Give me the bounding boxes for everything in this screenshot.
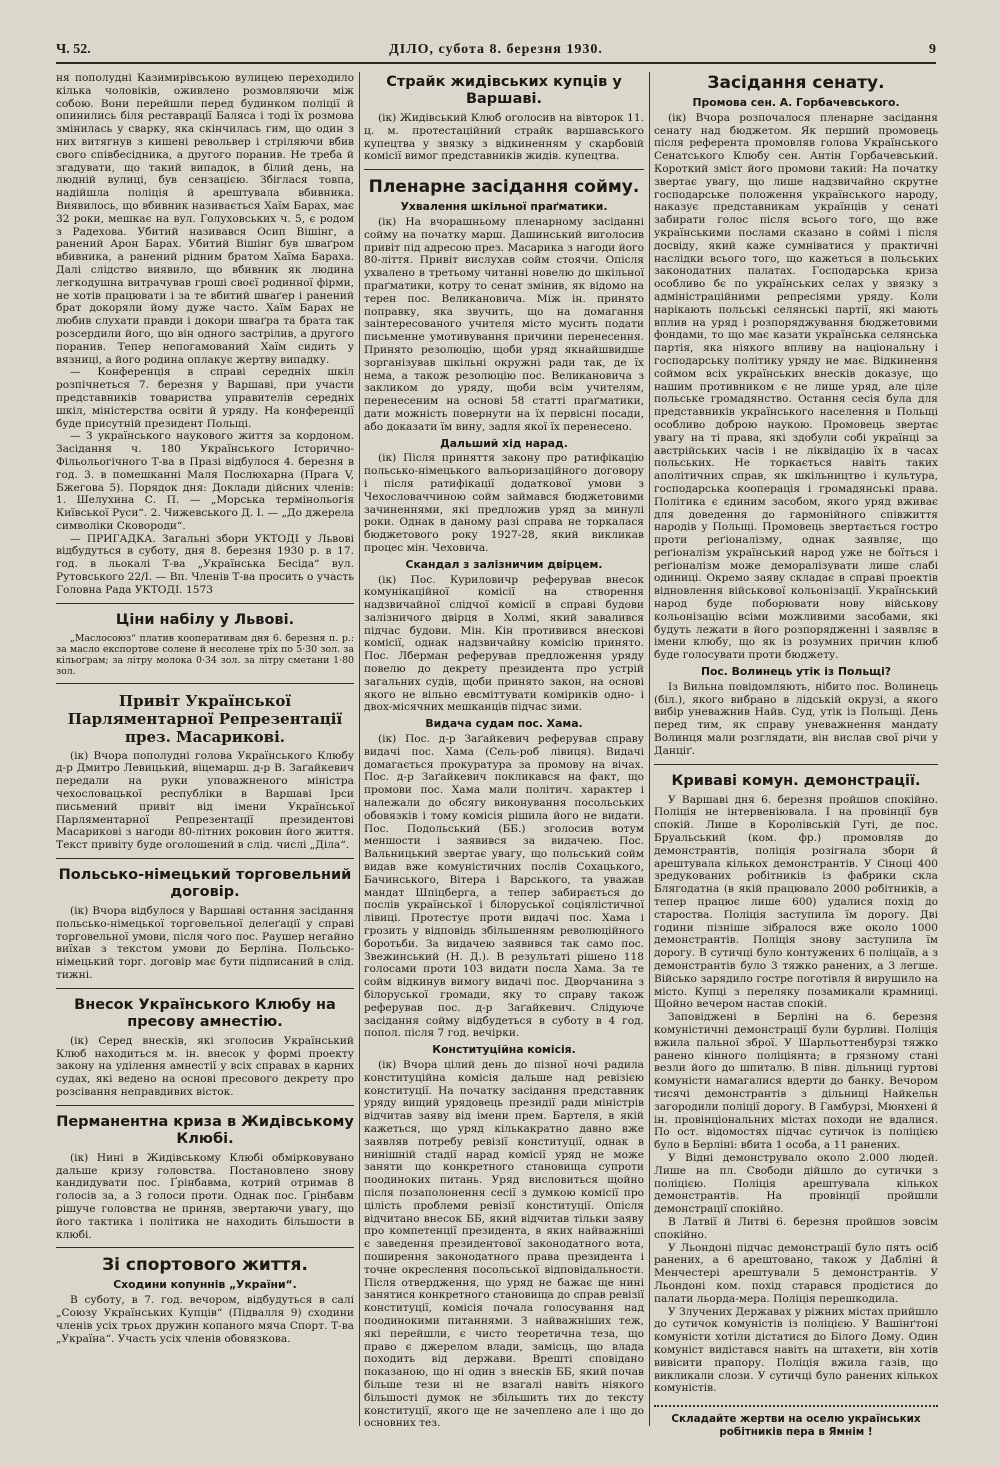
article-text: Заповіджені в Берліні на 6. березня комуністичні демонстрації були бурливі. Поліція вжила пальної зброї. У Шарльоттенбурзі тяжко ранено кінного поліціянта; в грязному стані везли його до шпиталю. В півн. дільниці гуртові комуністи намагалися вдерти до банку. Вечором тисячі демонстрантів з дільниці Найкельн загородили поліції дорогу. В Гамбурзі, Мюнхені й ін. провінціональних містах походи не вдалися. По ост. відомостях підчас сутичок із поліцією було в Берліні: вбита 1 особа, а 11 ранених.: [654, 1011, 938, 1152]
headline: Страйк жидівських купців у Варшаві.: [386, 74, 622, 107]
subheadline: Пос. Волинець утік із Польщі?: [700, 665, 892, 679]
article-text: (ік) Пос. д-р Заґайкевич реферував справу видачі пос. Хама (Сель-роб лівиця). Видачі домагається прокуратура за промову на вічах. Пос. д-р Заґайкевич покликався на факт, що промови пос. Хама мали політич. характер і належали до обсягу виконування посольських обовязків і тому комісія рішила його не видати. Пос. Подольський (ББ.) зголосив вотум меншости і заявився за видачею. Пос. Вальницький звертає увагу, що польський сойм видав вже комуністичних послів Сохацького, Бачинського, Вітера і Варського, та уважав мандат Шпіцберга, а тепер забирається до послів української і білоруської соціялістичної лівиці. Протестує проти видачі пос. Хама і грозить у відповідь збільшенням революційного боротьби. За видачею заявився так само пос. Звежинський (Н. Д.). В результаті рішено 118 голосами проти 103 видати посла Хама. За те сойм відкинув вимогу видачі пос. Дворчанина з білоруської громади, яку то справу також реферував пос. д-р Заґайкевич. Слідуюче засідання сойму відбудеться в суботу в 4 год. попол. після 7 год. вечірки.: [364, 733, 644, 1040]
headline: Внесок Українського Клюбу на пресову амнестію.: [74, 996, 336, 1030]
article-text: У Льондоні підчас демонстрації було пять осіб ранених, а 6 арештовано, також у Дабліні й Менчестері арештували 5 демонстрантів. У Льондоні ком. похід старався продістися до палати льорда-мера. Поліція перешкодила.: [654, 1241, 938, 1305]
divider: [654, 764, 938, 765]
divider: [56, 858, 354, 859]
newspaper-title-date: ДІЛО, субота 8. березня 1930.: [389, 42, 603, 57]
article-text: (ік) Нині в Жидівському Клюбі обмірковувано дальше кризу головства. Постановлено знову кандидувати пос. Ґрінбавма, котрий отримав 8 голосів за, а 3 голоси проти. Однак пос. Ґрінбавм рішуче головства не приняв, звертаючи увагу, що його тактика і політика не находить більшости в клюбі.: [56, 1151, 354, 1241]
divider: [56, 683, 354, 684]
article-text: (ік) Вчора відбулося у Варшаві остання засідання польсько-німецької торговельної делеґації у справі торговельної умови, після чого пос. Раушер негайно виїхав з текстом умови до Берліна. Польсько-німецький торг. договір має бути підписаний в слід. тижні.: [56, 905, 354, 982]
headline: Ціни набілу у Львові.: [115, 611, 295, 628]
column-divider-1: [359, 72, 360, 1426]
headline: Привіт Української Парляментарної Репрезентації през. Масарикові.: [67, 691, 343, 746]
divider: [56, 988, 354, 989]
headline: Польсько-німецький торговельний договір.: [58, 867, 352, 901]
issue-number: Ч. 52.: [56, 42, 91, 57]
column-3: [654, 72, 938, 1439]
divider: [364, 169, 644, 170]
divider: [56, 1247, 354, 1248]
column-divider-2: [649, 72, 650, 1426]
article-text: У Варшаві дня 6. березня пройшов спокійно. Поліція не інтервеніювала. І на провінції був спокій. Лише в Королівській Гуті, де пос. Бруальський (ком. фр.) промовляв до демонстрантів, поліція розігнала збори й арештувала кількох демонстрантів. У Сіноці 400 зредукованих робітників із фабрики скла Блягодатна (в якій працювало 2000 робітників, а тепер працює лише 600) удалися похід до староства. Поліція заступила їм дорогу. Дві години пізніше зібралося вже около 1000 демонстрантів. Поліція знову заступила їм дорогу. В сутичці було контужених 6 поліцаїв, а з демонстрантів було 3 тяжко ранених, а 3 легше. Військо зарядило гостре поготівля й вирушило на місто. Купці з переляку позамикали крамниці. Щойно вечером настав спокій.: [654, 793, 938, 1011]
subheadline: Скандал з залізничим двірцем.: [405, 557, 603, 571]
headline: Криваві комун. демонстрації.: [671, 772, 921, 789]
column-1: [56, 72, 354, 1426]
article-text: — Конференція в справі середніх шкіл розпічнеться 7. березня у Варшаві, при участи представників товариства управителів середніх шкіл, міністерства освіти й уряду. На конференції буде присутній президент Польщі.: [56, 366, 354, 430]
article-text: В Латвії й Литві 6. березня пройшов зовсім спокійно.: [654, 1215, 938, 1241]
appeal-box: Складайте жертви на оселю українських робітників пера в Ямнім !: [654, 1405, 938, 1439]
article-text: (ік) Вчора пополудні голова Українського Клюбу д-р Дмитро Левицький, віцемарш. д-р В. Заґайкевич передали на руки уповажненого міністра чехословацької республіки в Варшаві Ірси письмений привіт від імени Української Парляментарної Репрезентації президентові Масарикові з нагоди 80-літних роковин його життя. Текст привіту буде оголошений в слід. числі „Діла“.: [56, 749, 354, 852]
article-text: ня пополудні Казимирівською вулицею переходило кілька чоловіків, оживлено розмовляючи між собою. Вони перейшли перед будинком поліції й опинились біля реставрації Баляса і тоді їх розмова змінилась у сварку, яка скінчилась гим, що один з них витягнув з кишені револьвер і стріляючи вбив свого співбесідника, а другого поранив. Не треба й згадувати, що такий випадок, в білий день, на людній вулиці, був сензацією. Збіглася товпа, надійшла поліція й арештувала вбивника. Виявилось, що вбивник називається Хаїм Барах, має 32 роки, мешкає на вул. Голуховських ч. 5, є родом з Радехова. Убитий називався Осип Вішінг, а ранений Арон Барах. Убитий Вішінг був шваґром вбивника, а ранений рідним братом Хаїма Бараха. Далі слідство виявило, що вбивник як людина легкодушна витрачував гроші своєї родинної фірми, не хотів працювати і за те вбитий шваґер і ранений брат докоряли йому дуже часто. Хаїм Барах не любив слухати правди і докори шваґра та брата так розсердили його, що він одного застрілив, а другого поранив. Тепер непогамований Хаїм сидить у вязниці, а його родина оплакує жертву випадку.: [56, 72, 354, 366]
article-text: У Відні демонструвало около 2.000 людей. Лише на пл. Свободи дійшло до сутички з поліцією. Поліція арештувала кількох демонстрантів. На провінції пройшли демонстрації спокійно.: [654, 1151, 938, 1216]
headline: Перманентна криза в Жидівському Клюбі.: [56, 1113, 354, 1147]
article-text: (ік) Після приняття закону про ратифікацію польсько-німецького вальоризаційного договору і після ратифікації додаткової умови з Чехословаччиною сойм займався бюджетовими зачиненнями, які предложив уряд за минулі роки. Однак в даному разі справа не торкалася бюджетового року 1927-28, який викликав процес мін. Чеховича.: [364, 452, 644, 554]
article-text: — ПРИГАДКА. Загальні збори УКТОДІ у Львові відбудуться в суботу, дня 8. березня 1930 р. в 17. год. в льокалі Т-ва „Українська Бесіда“ вул. Рутовського 22/І. — Вп. Членів Т-ва просить о участь Головна Рада УКТОДІ. 1573: [56, 532, 354, 596]
article-text: (ік) Пос. Куриловичр реферував внесок комунікаційної комісії на створення надзвичайної слідчої комісії в справі будови залізничого двірця в Холмі, який завалився підчас будови. Мін. Кін противився внескові комісії, однак надзвичайну комісію принято. Пос. Лберман реферував предложення уряду повелю до декрету президента про устрій загальних судів, щоби принято закон, на основі якого не вільно евсміттувати коміриків одно- і двох-місячних мешканців підчас зими.: [364, 573, 644, 714]
headline: Пленарне засідання сойму.: [368, 177, 640, 198]
article-text: (ік) Вчора цілий день до пізної ночі радила конституційна комісія дальше над ревізією конституції. На початку засідання представник уряду вищий урядовець президії ради міністрів відчитав заяву від імени прем. Бартеля, в якій кажеться, що уряд кількакратно давно вже заявляв потребу ревізії конституції, однак в нинішній стадії нарад комісії уряд не може заняти що конкретного становища супроти поодиноких питань. Уряд висловиться щойно після позаполонення сесії з думкою комісії про цілість проблеми ревізії конституції. Опісля відчитано внесок ББ, який відчитав тільки заяву про компетенції президента, в яких найважніші є заведення президентової законодатного вота, поширення законодатного права президента і точне окреслення посольської відповідальности. Після отвердження, що уряд не бажає ще нині занятися конкретного становища до справ ревізії конституції, комісія почала голосування над поодинокими питаннями. З найважніших теж, які перейшли, є чисто теоретична теза, що право є джерелом влади, замісць, що влада походить від держави. Врешті сповідано показаною, що ні один з внесків ББ, який почав більше тези ні не взагалі навіть ніякого більшості думок не збільшить тих до тексту конституції, якого ще не зачеплено але і що до основних тез.: [364, 1058, 644, 1430]
subheadline: Ухвалення шкільної праґматики.: [400, 200, 608, 214]
subheadline: Видача судам пос. Хама.: [425, 717, 583, 731]
column-2: [364, 72, 644, 1430]
article-text: У Злучених Державах у ріжних містах прийшло до сутичок комуністів із поліцією. У Вашінґтоні комуністи хотіли дістатися до Білого Дому. Один комуніст видістався навіть на штахети, він хотів вивісити прапору. Поліція вжила газів, що викликали слози. У сутичці було ранених кількох комуністів.: [654, 1305, 938, 1395]
masthead: [56, 40, 936, 64]
article-text: — З українського наукового життя за кордоном. Засідання ч. 180 Українського Історично-Фільольогічного Т-ва в Празі відбулося 4. березня в год. 3. в помешканні Маля Послюхарна (Прага V, Бжегова 5). Порядок дня: Доклади дійсних членів: 1. Шелухина С. П. — „Морська термінольогія Київської Руси“. 2. Чижевського Д. І. — „До джерела символіки Сковороди“.: [56, 430, 354, 532]
subheadline: Сходини копуннів „України“.: [113, 1278, 297, 1292]
page-number: 9: [929, 42, 936, 57]
article-text: (ік) Вчора розпочалося пленарне засідання сенату над бюджетом. Як перший промовець після референта промовляв голова Українського Сенатського Клюбу сен. Антін Горбачевський. Короткий зміст його промови такий: На початку звертає увагу, що лише надзвичайно скрутне господарське положення українського народу, наказує представникам українців у сенаті забирати голос після всього того, що вже українськими послами сказано в соймі і після досвіду, який каже сумніватися у практичні наслідки всього того, що кажеться в польських законодатних палатах. Господарська криза особливо бє по українських селах у звязку з адміністраційними репресіями уряду. Коли нарікають польські селянські партії, які мають вплив на уряд і розпоряджування бюджетовими фондами, то що має казати українська селянська партія, яка ніякого впливу на національну і господарську політику уряду не має. Відкинення соймом всіх українських внесків доказує, що нашим противником є не лише уряд, але ціле польське громадянство. Остання сесія була для представників українського населення в Польщі особливо доброю наукою. Промовець звертає увагу на ті права, які здобули собі українці за австрійських часів і не ліквідацію їх в часах польських. Не торкається навіть таких аполітичних справ, як шкільництво і культура, господарська кооперація і громадянські права. Політика є єдиним засобом, якого уряд вживає для доведення до гармонійного співжиття народів у Польщі. Промовець звертається гостро проти реґіоналізму, однак заявляє, що реґіоналізм український народ уже не боїться і реґіоналізм може деморалізувати лише слабі одиниці. Окремо заяву складає в справі проектів відновлення військової кольонізації. Український народ буде поборювати нову військову кольонізацію всіми можливими засобами, які будуть лежати в його розпорядженні і заявляє в імени клюбу, що як із розумних причин клюб буде голосувати проти бюджету.: [654, 111, 938, 662]
subheadline: Дальший хід нарад.: [440, 436, 568, 450]
subheadline: Конституційна комісія.: [432, 1043, 576, 1057]
article-text: „Маслосоюз“ платив кооперативам дня 6. березня п. р.: за масло експортове соленe й несолене тріх по 5·30 зол. за кільоґрам; за літру молока 0·34 зол. за літру сметани 1·80 зол.: [56, 632, 354, 677]
subheadline: Промова сен. А. Горбачевського.: [692, 96, 900, 109]
divider: [56, 1105, 354, 1106]
headline: Засідання сенату.: [707, 73, 885, 93]
article-text: Із Вильна повідомляють, нібито пос. Волинець (біл.), якого вибрано в лідській окрузі, а якого вибір уневажнив Найв. Суд, утік із Польщі. День перед тим, як справу уневажнення мандату Волинця мали розглядати, він вислав свої річи у Данціґ.: [654, 680, 938, 757]
headline: Зі спортового життя.: [102, 1255, 308, 1276]
article-text: (ік) Серед внесків, які зголосив Український Клюб находиться м. ін. внесок у формі проекту закону на уділення амнестії у всіх справах в карних судах, які ведено на основі пресового декрету про розсівання неправдивих вісток.: [56, 1034, 354, 1099]
divider: [56, 603, 354, 604]
article-text: (ік) Жидівський Клюб оголосив на вівторок 11. ц. м. протестаційний страйк варшавського купецтва у звязку з відкиненням у скарбовій комісії вимог представників жидів. купецтва.: [364, 112, 644, 163]
article-text: (ік) На вчорашньому пленарному засіданні сойму на початку марш. Дашинський виголосив привіт під адресою през. Масарика з нагоди його 80-ліття. Привіт вислухав сойм стоячи. Опісля ухвалено в третьому читанні новелю до шкільної праґматики, котру то сенат змінив, як відомо на терен пос. Великановича. Між ін. принято поправку, яка звучить, що на домагання заінтересованого учителя місто мусить подати письменне умотивування причини перенесення. Принято резолюцію, щоби уряд якнайшвидше зорганізував шкільні окружні ради так, де їх нема, а також резолюцію пос. Великановича з закликом до уряду, щоби всім учителям, перенесеним на основі 58 статті праґматики, дати можність повернути на їх первісні посади, або доказати їм вину, задля якої їх перенесено.: [364, 215, 644, 433]
article-text: В суботу, в 7. год. вечором, відбудуться в салі „Союзу Українських Купців“ (Підвалля 9) сходини членів усіх трьох дружин копаного мяча Спорт. Т-ва „Україна“. Участь усіх членів обовязкова.: [56, 1294, 354, 1345]
